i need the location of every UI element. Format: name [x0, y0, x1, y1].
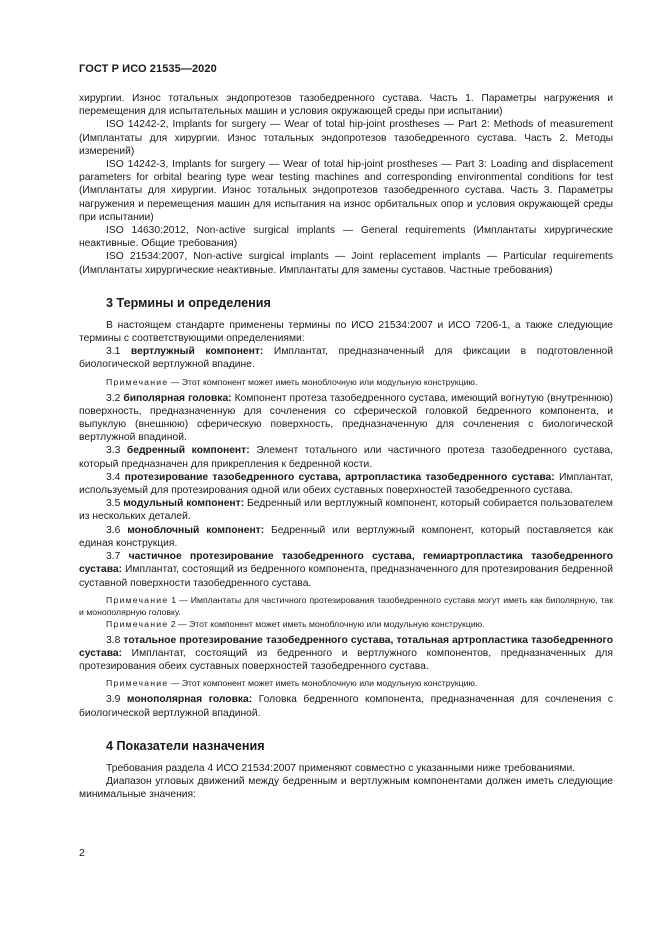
- reference-item: ISO 14630:2012, Non-active surgical implants — General requirements (Имплантаты хирургические неактивные. Общие требования): [79, 225, 613, 250]
- term-definition-3-4: 3.4 протезирование тазобедренного сустава, артропластика тазобедренного сустава: Имплантат, используемый для протезирования одной или обеих суставных поверхностей тазобедренного сустава.: [79, 471, 613, 497]
- note-3-1: Примечание — Этот компонент может иметь моноблочную или модульную конструкцию.: [106, 376, 478, 387]
- note-3-7-1: Примечание 1 — Имплантаты для частичного протезирования тазобедренного сустава могут иметь как биполярную, так и монополярную головку.: [79, 594, 613, 617]
- term-definition-3-1: 3.1 вертлужный компонент: Имплантат, предназначенный для фиксации в подготовленной биологической вертлужной впадине.: [79, 346, 613, 371]
- section-intro: В настоящем стандарте применены термины по ИСО 21534:2007 и ИСО 7206-1, а также следующие термины с соответствующими определениями:: [79, 319, 613, 345]
- document-body: [79, 92, 613, 801]
- document-header: ГОСТ Р ИСО 21535—2020: [79, 63, 217, 75]
- note-3-8: Примечание — Этот компонент может иметь моноблочную или модульную конструкцию.: [106, 678, 478, 689]
- reference-item: ISO 21534:2007, Non-active surgical implants — Joint replacement implants — Particular requirements (Имплантаты хирургические неактивные. Имплантаты для замены суставов. Частные требования): [79, 251, 613, 276]
- reference-item: ISO 14242-2, Implants for surgery — Wear of total hip-joint prostheses — Part 2: Methods of measurement (Имплантаты для хирургии. Износ тотальных эндопротезов тазобедренного сустава. Часть 2. Методы измерений): [79, 119, 613, 157]
- section-heading-purpose: 4 Показатели назначения: [106, 738, 265, 753]
- term-definition-3-2: 3.2 биполярная головка: Компонент протеза тазобедренного сустава, имеющий вогнутую (внутреннюю) поверхность, предназначенную для сочленения со сферической головкой бедренного компонента, и выпуклую (внешнюю) сферическую поверхность, предназначенную для сочленения с биологической вертлужной впадиной.: [79, 392, 613, 444]
- term-definition-3-8: 3.8 тотальное протезирование тазобедренного сустава, тотальная артропластика тазобедренного сустава: Имплантат, состоящий из бедренного и вертлужного компонентов, предназначенных для протезирования обеих суставных поверхностей тазобедренного сустава.: [79, 634, 613, 673]
- section4-paragraph: Требования раздела 4 ИСО 21534:2007 применяют совместно с указанными ниже требованиями.: [106, 762, 576, 774]
- term-definition-3-3: 3.3 бедренный компонент: Элемент тотального или частичного протеза тазобедренного сустава, который предназначен для прикрепления к бедренной кости.: [79, 445, 613, 470]
- section4-paragraph: Диапазон угловых движений между бедренным и вертлужным компонентами должен иметь следующие минимальные значения:: [79, 775, 613, 801]
- term-definition-3-9: 3.9 монополярная головка: Головка бедренного компонента, предназначенная для сочленения с биологической вертлужной впадиной.: [79, 694, 613, 719]
- section-heading-terms: 3 Термины и определения: [106, 295, 271, 310]
- term-definition-3-6: 3.6 моноблочный компонент: Бедренный или вертлужный компонент, который поставляется как единая конструкция.: [79, 524, 613, 549]
- note-3-7-2: Примечание 2 — Этот компонент может иметь моноблочную или модульную конструкцию.: [106, 618, 485, 629]
- reference-item: хирургии. Износ тотальных эндопротезов тазобедренного сустава. Часть 1. Параметры нагружения и перемещения для испытательных машин и условия окружающей среды при испытании): [79, 93, 613, 118]
- term-definition-3-7: 3.7 частичное протезирование тазобедренного сустава, гемиартропластика тазобедренного сустава: Имплантат, состоящий из бедренного компонента, предназначенного для протезирования бедренной суставной поверхности тазобедренного сустава.: [79, 551, 613, 589]
- reference-item: ISO 14242-3, Implants for surgery — Wear of total hip-joint prostheses — Part 3: Loading and displacement parameters for orbital bearing type wear testing machines and corresponding environmental conditions for test (Имплантаты для хирургии. Износ тотальных эндопротезов тазобедренного сустава. Часть 3. Параметры нагружения и перемещения машин для испытания на износ орбитальных опор и условия окружающей среды при испытании): [79, 159, 613, 223]
- term-definition-3-5: 3.5 модульный компонент: Бедренный или вертлужный компонент, который собирается пользователем из нескольких деталей.: [79, 498, 613, 523]
- page-number: 2: [79, 847, 85, 859]
